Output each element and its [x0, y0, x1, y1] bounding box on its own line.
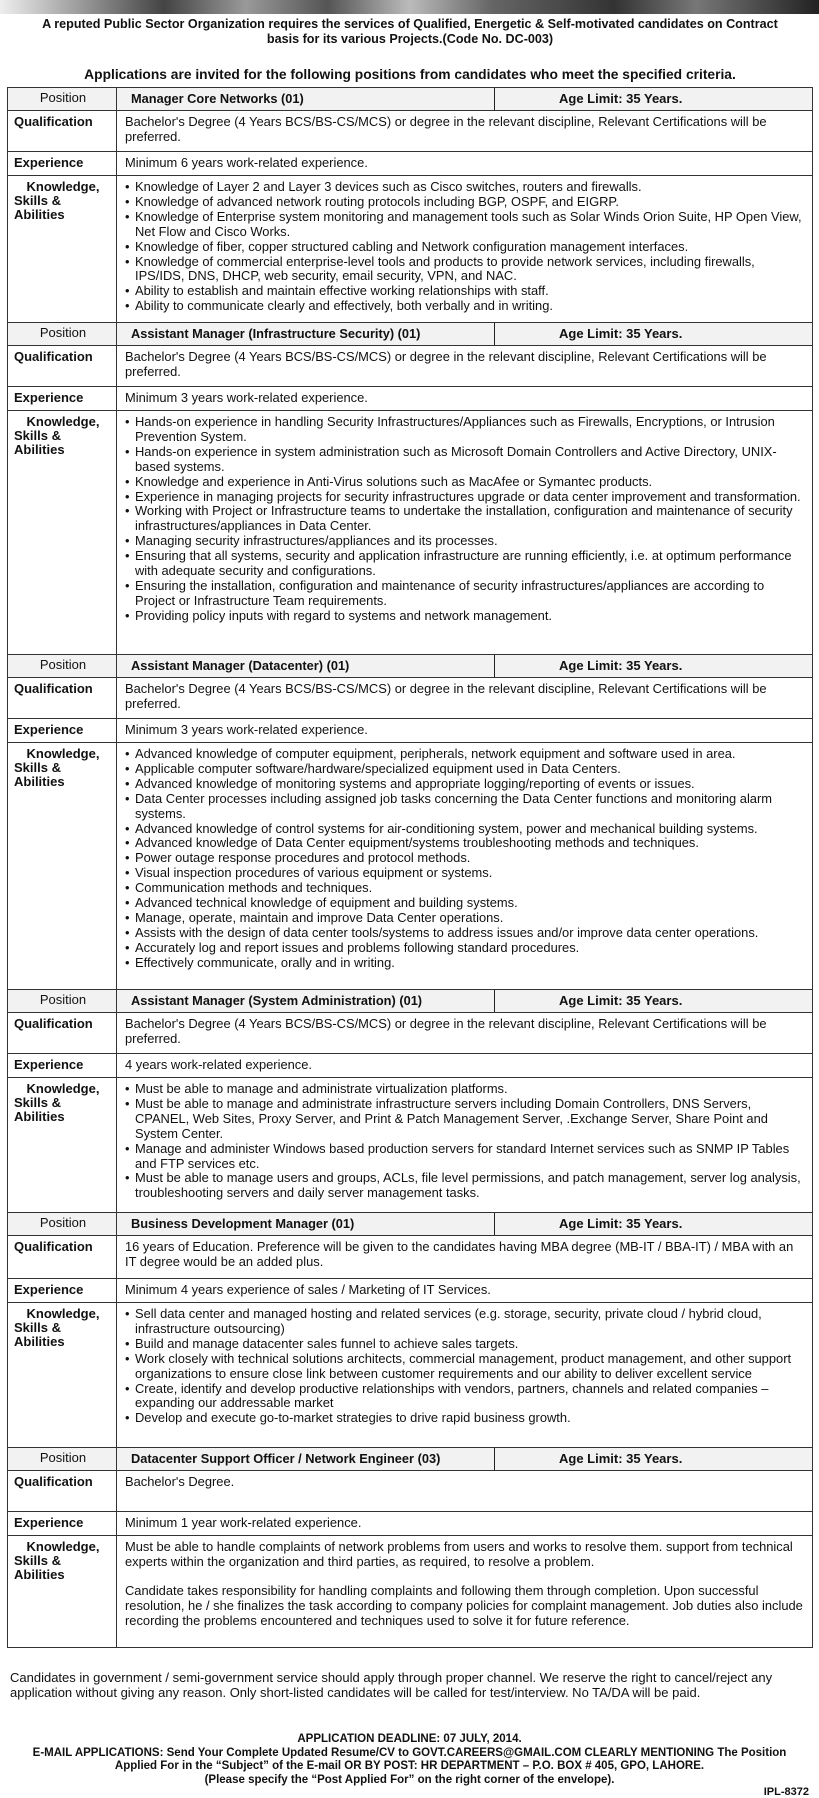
- list-item: • Data Center processes including assigned job tasks concerning the Data Center functions and monitoring alarm systems.: [125, 792, 804, 822]
- experience-text: Minimum 3 years work-related experience.: [125, 722, 368, 737]
- position-title: Assistant Manager (System Administration) (01): [117, 990, 495, 1012]
- ksa-label-line-1: Knowledge,: [26, 179, 100, 194]
- ksa-label: [8, 1078, 117, 1212]
- list-item: • Advanced technical knowledge of equipment and building systems.: [125, 896, 804, 911]
- ksa-row: [8, 743, 812, 990]
- list-item: • Must be able to manage and administrate virtualization platforms.: [125, 1082, 804, 1097]
- ksa-paragraph: Must be able to handle complaints of network problems from users and works to resolve them. support from technical experts within the organization and third parties, as required, to resolve a problem.: [125, 1539, 793, 1569]
- list-item: • Communication methods and techniques.: [125, 881, 804, 896]
- ksa-row: [8, 176, 812, 323]
- qualification-text: Bachelor's Degree (4 Years BCS/BS-CS/MCS) or degree in the relevant discipline, Relevant Certifications will be preferred.: [125, 114, 767, 144]
- ksa-row: [8, 1536, 812, 1647]
- position-title: Assistant Manager (Infrastructure Security) (01): [117, 323, 495, 345]
- qualification-label: Qualification: [8, 678, 117, 718]
- intro-line-1: A reputed Public Sector Organization requires the services of Qualified, Energetic & Self-motivated candidates on Contract: [42, 17, 778, 31]
- list-item: • Providing policy inputs with regard to systems and network management.: [125, 609, 804, 624]
- position-label: Position: [8, 1213, 117, 1235]
- ksa-row: [8, 1303, 812, 1448]
- experience-text: 4 years work-related experience.: [125, 1057, 313, 1072]
- age-limit: Age Limit: 35 Years.: [559, 1451, 683, 1466]
- list-item: • Advanced knowledge of Data Center equipment/systems troubleshooting methods and techniques.: [125, 836, 804, 851]
- list-item: • Ability to establish and maintain effective working relationships with staff.: [125, 284, 804, 299]
- experience-row: [8, 387, 812, 411]
- list-item: • Create, identify and develop productive relationships with vendors, partners, channels and related companies – expanding our addressable market: [125, 1382, 804, 1412]
- list-item: • Assists with the design of data center tools/systems to address issues and/or improve data center operations.: [125, 926, 804, 941]
- experience-row: [8, 1279, 812, 1303]
- list-item: • Work closely with technical solutions architects, commercial management, product management, and other support organizations to ensure close link between customer requirements and our ability to deliver excellent service: [125, 1352, 804, 1382]
- ksa-label: [8, 176, 117, 322]
- list-item: • Effectively communicate, orally and in writing.: [125, 956, 804, 971]
- list-item: • Visual inspection procedures of various equipment or systems.: [125, 866, 804, 881]
- qualification-label: Qualification: [8, 1013, 117, 1053]
- intro-text: [40, 17, 780, 47]
- experience-label: Experience: [8, 1054, 117, 1077]
- qualification-label: Qualification: [8, 111, 117, 151]
- list-item: • Develop and execute go-to-market strategies to drive rapid business growth.: [125, 1411, 804, 1426]
- list-item: • Managing security infrastructures/appliances and its processes.: [125, 534, 804, 549]
- list-item: • Knowledge of Enterprise system monitoring and management tools such as Solar Winds Orion Suite, HP Open View, Net Flow and Cisco Works.: [125, 210, 804, 240]
- age-limit: Age Limit: 35 Years.: [559, 1216, 683, 1231]
- experience-text: Minimum 1 year work-related experience.: [125, 1515, 362, 1530]
- experience-text: Minimum 6 years work-related experience.: [125, 155, 368, 170]
- ksa-label-line-2: Skills & Abilities: [14, 1320, 65, 1349]
- position-row: [8, 323, 812, 346]
- ksa-list: [125, 1082, 804, 1201]
- list-item: • Hands-on experience in system administration such as Microsoft Domain Controllers and Active Directory, UNIX-based systems.: [125, 445, 804, 475]
- email-instructions-line-2: Applied For in the “Subject” of the E-mail OR BY POST: HR DEPARTMENT – P.O. BOX # 405, GPO, LAHORE.: [114, 1760, 705, 1772]
- ksa-label: [8, 1303, 117, 1447]
- position-title: Business Development Manager (01): [117, 1213, 495, 1235]
- qualification-row: [8, 1013, 812, 1054]
- qualification-row: [8, 678, 812, 719]
- ksa-paragraph: Candidate takes responsibility for handling complaints and following them through completion. Upon successful resolution, he / she finalizes the task according to company policies for complaint management. Job duties also include recording the problems encountered and techniques used to solve it for future reference.: [125, 1582, 803, 1628]
- qualification-label: Qualification: [8, 1236, 117, 1278]
- experience-text: Minimum 4 years experience of sales / Marketing of IT Services.: [125, 1282, 491, 1297]
- list-item: • Knowledge of fiber, copper structured cabling and Network configuration management interfaces.: [125, 240, 804, 255]
- qualification-text: 16 years of Education. Preference will be given to the candidates having MBA degree (MB-IT / BBA-IT) / MBA with an IT degree would be an added plus.: [125, 1239, 794, 1269]
- experience-row: [8, 1054, 812, 1078]
- ksa-label-line-1: Knowledge,: [26, 1539, 100, 1554]
- position-row: [8, 655, 812, 678]
- qualification-label: Qualification: [8, 346, 117, 386]
- intro-line-2: basis for its various Projects.(Code No. DC-003): [266, 32, 554, 46]
- position-title: Assistant Manager (Datacenter) (01): [117, 655, 495, 677]
- ksa-label-line-2: Skills & Abilities: [14, 760, 65, 789]
- list-item: • Advanced knowledge of control systems for air-conditioning system, power and mechanical building systems.: [125, 822, 804, 837]
- ksa-label-line-2: Skills & Abilities: [14, 193, 65, 222]
- ksa-label-line-2: Skills & Abilities: [14, 1553, 65, 1582]
- ksa-label-line-2: Skills & Abilities: [14, 1095, 65, 1124]
- ksa-label-line-1: Knowledge,: [26, 414, 100, 429]
- list-item: • Ensuring that all systems, security and application infrastructure are running efficiently, i.e. at optimum performance with adequate security and configurations.: [125, 549, 804, 579]
- experience-label: Experience: [8, 152, 117, 175]
- list-item: • Sell data center and managed hosting and related services (e.g. storage, security, private cloud / hybrid cloud, infrastructure outsourcing): [125, 1307, 804, 1337]
- experience-label: Experience: [8, 1279, 117, 1302]
- ksa-label-line-1: Knowledge,: [26, 1081, 100, 1096]
- position-label: Position: [8, 323, 117, 345]
- experience-label: Experience: [8, 1512, 117, 1535]
- qualification-text: Bachelor's Degree (4 Years BCS/BS-CS/MCS) or degree in the relevant discipline, Relevant Certifications will be preferred.: [125, 1016, 767, 1046]
- experience-row: [8, 719, 812, 743]
- ksa-label: [8, 743, 117, 989]
- ad-reference-code: IPL-8372: [763, 1786, 809, 1798]
- age-limit: Age Limit: 35 Years.: [559, 326, 683, 341]
- application-instructions: [0, 1733, 819, 1787]
- deadline-text: APPLICATION DEADLINE: 07 JULY, 2014.: [297, 1733, 522, 1745]
- experience-row: [8, 1512, 812, 1536]
- list-item: • Manage, operate, maintain and improve Data Center operations.: [125, 911, 804, 926]
- invitation-heading: Applications are invited for the following positions from candidates who meet the specified criteria.: [84, 67, 736, 82]
- position-row: [8, 1213, 812, 1236]
- ksa-list: [125, 180, 804, 314]
- position-row: [8, 1448, 812, 1471]
- position-title: Datacenter Support Officer / Network Engineer (03): [117, 1448, 495, 1470]
- ksa-label-line-1: Knowledge,: [26, 1306, 100, 1321]
- ksa-list: [125, 415, 804, 624]
- header-banner: [0, 0, 819, 14]
- age-limit: Age Limit: 35 Years.: [559, 91, 683, 106]
- position-row: [8, 990, 812, 1013]
- experience-row: [8, 152, 812, 176]
- qualification-row: [8, 346, 812, 387]
- age-limit: Age Limit: 35 Years.: [559, 993, 683, 1008]
- list-item: • Knowledge of advanced network routing protocols including BGP, OSPF, and EIGRP.: [125, 195, 804, 210]
- positions-table: [7, 87, 813, 1648]
- list-item: • Accurately log and report issues and problems following standard procedures.: [125, 941, 804, 956]
- list-item: • Knowledge and experience in Anti-Virus solutions such as MacAfee or Symantec products.: [125, 475, 804, 490]
- list-item: • Advanced knowledge of computer equipment, peripherals, network equipment and software used in area.: [125, 747, 804, 762]
- position-row: [8, 88, 812, 111]
- list-item: • Power outage response procedures and protocol methods.: [125, 851, 804, 866]
- position-label: Position: [8, 88, 117, 110]
- position-label: Position: [8, 1448, 117, 1470]
- list-item: • Ensuring the installation, configuration and maintenance of security infrastructures/appliances are according to Project or Infrastructure Team requirements.: [125, 579, 804, 609]
- list-item: • Knowledge of Layer 2 and Layer 3 devices such as Cisco switches, routers and firewalls.: [125, 180, 804, 195]
- list-item: • Experience in managing projects for security infrastructures upgrade or data center improvement and transformation.: [125, 490, 804, 505]
- position-label: Position: [8, 990, 117, 1012]
- list-item: • Build and manage datacenter sales funnel to achieve sales targets.: [125, 1337, 804, 1352]
- ksa-list: [125, 1307, 804, 1426]
- experience-label: Experience: [8, 719, 117, 742]
- qualification-label: Qualification: [8, 1471, 117, 1511]
- email-instructions-line-3: (Please specify the “Post Applied For” on the right corner of the envelope).: [204, 1773, 615, 1786]
- qualification-text: Bachelor's Degree.: [125, 1474, 235, 1489]
- qualification-row: [8, 1236, 812, 1279]
- ksa-label: [8, 411, 117, 654]
- experience-text: Minimum 3 years work-related experience.: [125, 390, 368, 405]
- ksa-row: [8, 1078, 812, 1213]
- qualification-row: [8, 1471, 812, 1512]
- ksa-label-line-2: Skills & Abilities: [14, 428, 65, 457]
- position-title: Manager Core Networks (01): [117, 88, 495, 110]
- age-limit: Age Limit: 35 Years.: [559, 658, 683, 673]
- ksa-label: [8, 1536, 117, 1647]
- list-item: • Must be able to manage users and groups, ACLs, file level permissions, and patch management, server log analysis, troubleshooting servers and daily server management tasks.: [125, 1171, 804, 1201]
- footer-note: Candidates in government / semi-government service should apply through proper channel. We reserve the right to cancel/reject any application without giving any reason. Only short-listed candidates will be called for test/interview. No TA/DA will be paid.: [10, 1670, 773, 1700]
- ksa-label-line-1: Knowledge,: [26, 746, 100, 761]
- list-item: • Manage and administer Windows based production servers for standard Internet services such as SNMP IP Tables and FTP services etc.: [125, 1142, 804, 1172]
- list-item: • Must be able to manage and administrate infrastructure servers including Domain Controllers, DNS Servers, CPANEL, Web Sites, Proxy Server, and Print & Patch Management Server, .Exchange Server, Share Point and System Center.: [125, 1097, 804, 1142]
- email-instructions-line-1: E-MAIL APPLICATIONS: Send Your Complete Updated Resume/CV to GOVT.CAREERS@GMAIL.COM CLEARLY MENTIONING The Position: [32, 1746, 787, 1759]
- list-item: • Ability to communicate clearly and effectively, both verbally and in writing.: [125, 299, 804, 314]
- list-item: • Working with Project or Infrastructure teams to undertake the installation, configuration and maintenance of security infrastructures/appliances in Data Center.: [125, 504, 804, 534]
- list-item: • Knowledge of commercial enterprise-level tools and products to provide network services, including firewalls, IPS/IDS, DNS, DHCP, web security, email security, VPN, and NAC.: [125, 255, 804, 285]
- experience-label: Experience: [8, 387, 117, 410]
- list-item: • Hands-on experience in handling Security Infrastructures/Appliances such as Firewalls, Encryptions, or Intrusion Prevention System.: [125, 415, 804, 445]
- list-item: • Advanced knowledge of monitoring systems and appropriate logging/reporting of events or issues.: [125, 777, 804, 792]
- position-label: Position: [8, 655, 117, 677]
- qualification-text: Bachelor's Degree (4 Years BCS/BS-CS/MCS) or degree in the relevant discipline, Relevant Certifications will be preferred.: [125, 681, 767, 711]
- list-item: • Applicable computer software/hardware/specialized equipment used in Data Centers.: [125, 762, 804, 777]
- ksa-list: [125, 747, 804, 971]
- qualification-row: [8, 111, 812, 152]
- ksa-row: [8, 411, 812, 655]
- qualification-text: Bachelor's Degree (4 Years BCS/BS-CS/MCS) or degree in the relevant discipline, Relevant Certifications will be preferred.: [125, 349, 767, 379]
